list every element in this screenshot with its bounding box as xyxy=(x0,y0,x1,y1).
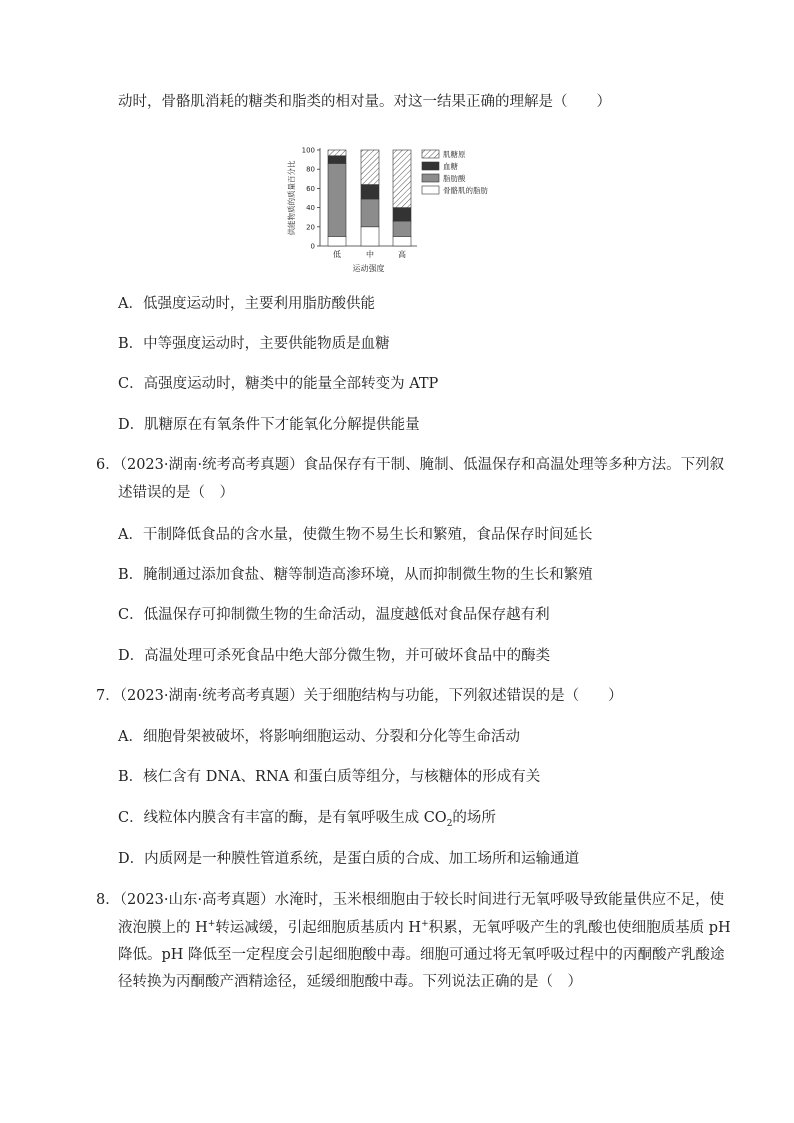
question-8-stem-line-4: 径转换为丙酮酸产酒精途径，延缓细胞酸中毒。下列说法正确的是（ ） xyxy=(118,974,582,990)
y-tick-label: 20 xyxy=(306,223,315,232)
q8-text-a: 液泡膜上的 H xyxy=(118,920,208,936)
q8-text-c: 积累，无氧呼吸产生的乳酸也使细胞质基质 pH xyxy=(428,920,731,936)
x-tick-label: 低 xyxy=(333,250,341,259)
bar-segment xyxy=(361,185,379,199)
question-6-stem-line-2: 述错误的是（ ） xyxy=(118,485,234,501)
y-tick-label: 0 xyxy=(310,242,315,251)
q5-option-d[interactable]: D．肌糖原在有氧条件下才能氧化分解提供能量 xyxy=(118,417,420,433)
q7-option-b[interactable]: B．核仁含有 DNA、RNA 和蛋白质等组分，与核糖体的形成有关 xyxy=(118,769,541,785)
q7-option-c-text-end: 的场所 xyxy=(452,810,496,826)
bar-segment xyxy=(328,163,346,236)
bar-segment xyxy=(393,150,411,208)
y-tick-label: 100 xyxy=(301,146,315,155)
bar-segment xyxy=(361,199,379,227)
question-8-stem-line-2 xyxy=(118,918,731,938)
question-7-stem: 7．（2023·湖南·统考高考真题）关于细胞结构与功能，下列叙述错误的是（ ） xyxy=(96,688,623,704)
question-5-stem-continuation: 动时，骨骼肌消耗的糖类和脂类的相对量。对这一结果正确的理解是（ ） xyxy=(118,94,611,110)
bar-segment xyxy=(328,236,346,246)
energy-source-stacked-bar-chart xyxy=(282,140,512,280)
x-tick-label: 中 xyxy=(366,250,374,259)
bar-segment xyxy=(361,227,379,246)
q6-option-c[interactable]: C．低温保存可抑制微生物的生命活动，温度越低对食品保存越有利 xyxy=(118,607,550,623)
bar-segment xyxy=(393,221,411,236)
legend-label: 骨骼肌的脂肪 xyxy=(443,186,488,195)
q5-option-b[interactable]: B．中等强度运动时，主要供能物质是血糖 xyxy=(118,336,390,352)
q6-option-a[interactable]: A．干制降低食品的含水量，使微生物不易生长和繁殖，食品保存时间延长 xyxy=(118,527,593,543)
bar-segment xyxy=(393,208,411,221)
bar-segment xyxy=(328,156,346,164)
q8-sup-1: + xyxy=(207,919,216,930)
y-tick-label: 60 xyxy=(306,184,315,193)
question-8-stem-line-1: 8．（2023·山东·高考真题）水淹时，玉米根细胞由于较长时间进行无氧呼吸导致能量供应不足，使 xyxy=(96,892,725,908)
legend-swatch xyxy=(422,174,439,182)
bar-segment xyxy=(328,150,346,156)
question-6-stem: 6．（2023·湖南·统考高考真题）食品保存有干制、腌制、低温保存和高温处理等多种方法。下列叙 xyxy=(96,457,725,473)
q5-option-a[interactable]: A．低强度运动时，主要利用脂肪酸供能 xyxy=(118,296,375,312)
y-tick-label: 40 xyxy=(306,204,315,213)
legend-swatch xyxy=(422,162,439,170)
legend-swatch xyxy=(422,186,439,194)
q7-option-c-subscript: 2 xyxy=(446,818,453,829)
q6-option-d[interactable]: D．高温处理可杀死食品中绝大部分微生物，并可破坏食品中的酶类 xyxy=(118,648,551,664)
y-axis-label: 供能物质的质量百分比 xyxy=(287,160,296,236)
q7-option-a[interactable]: A．细胞骨架被破坏，将影响细胞运动、分裂和分化等生命活动 xyxy=(118,729,520,745)
q5-option-c[interactable]: C．高强度运动时，糖类中的能量全部转变为 ATP xyxy=(118,376,439,392)
q7-option-c[interactable] xyxy=(118,808,496,828)
question-8-stem-line-3: 降低。pH 降低至一定程度会引起细胞酸中毒。细胞可通过将无氧呼吸过程中的丙酮酸产乳酸途 xyxy=(118,947,725,963)
y-tick-label: 80 xyxy=(306,165,315,174)
bar-segment xyxy=(393,236,411,246)
q7-option-d[interactable]: D．内质网是一种膜性管道系统，是蛋白质的合成、加工场所和运输通道 xyxy=(118,851,580,867)
legend-label: 血糖 xyxy=(443,162,458,171)
q6-option-b[interactable]: B．腌制通过添加食盐、糖等制造高渗环境，从而抑制微生物的生长和繁殖 xyxy=(118,567,593,583)
legend-swatch xyxy=(422,150,439,158)
q8-text-b: 转运减缓，引起细胞质基质内 H xyxy=(215,920,422,936)
q8-sup-2: + xyxy=(421,919,429,930)
x-axis-label: 运动强度 xyxy=(352,264,385,273)
legend-label: 肌糖原 xyxy=(443,150,466,159)
chart-plot-area xyxy=(286,147,417,274)
x-tick-label: 高 xyxy=(398,250,406,259)
q7-option-c-text: C．线粒体内膜含有丰富的酶，是有氧呼吸生成 CO xyxy=(118,810,447,826)
chart-legend xyxy=(422,149,488,195)
legend-label: 脂肪酸 xyxy=(443,174,466,183)
bar-segment xyxy=(361,150,379,185)
